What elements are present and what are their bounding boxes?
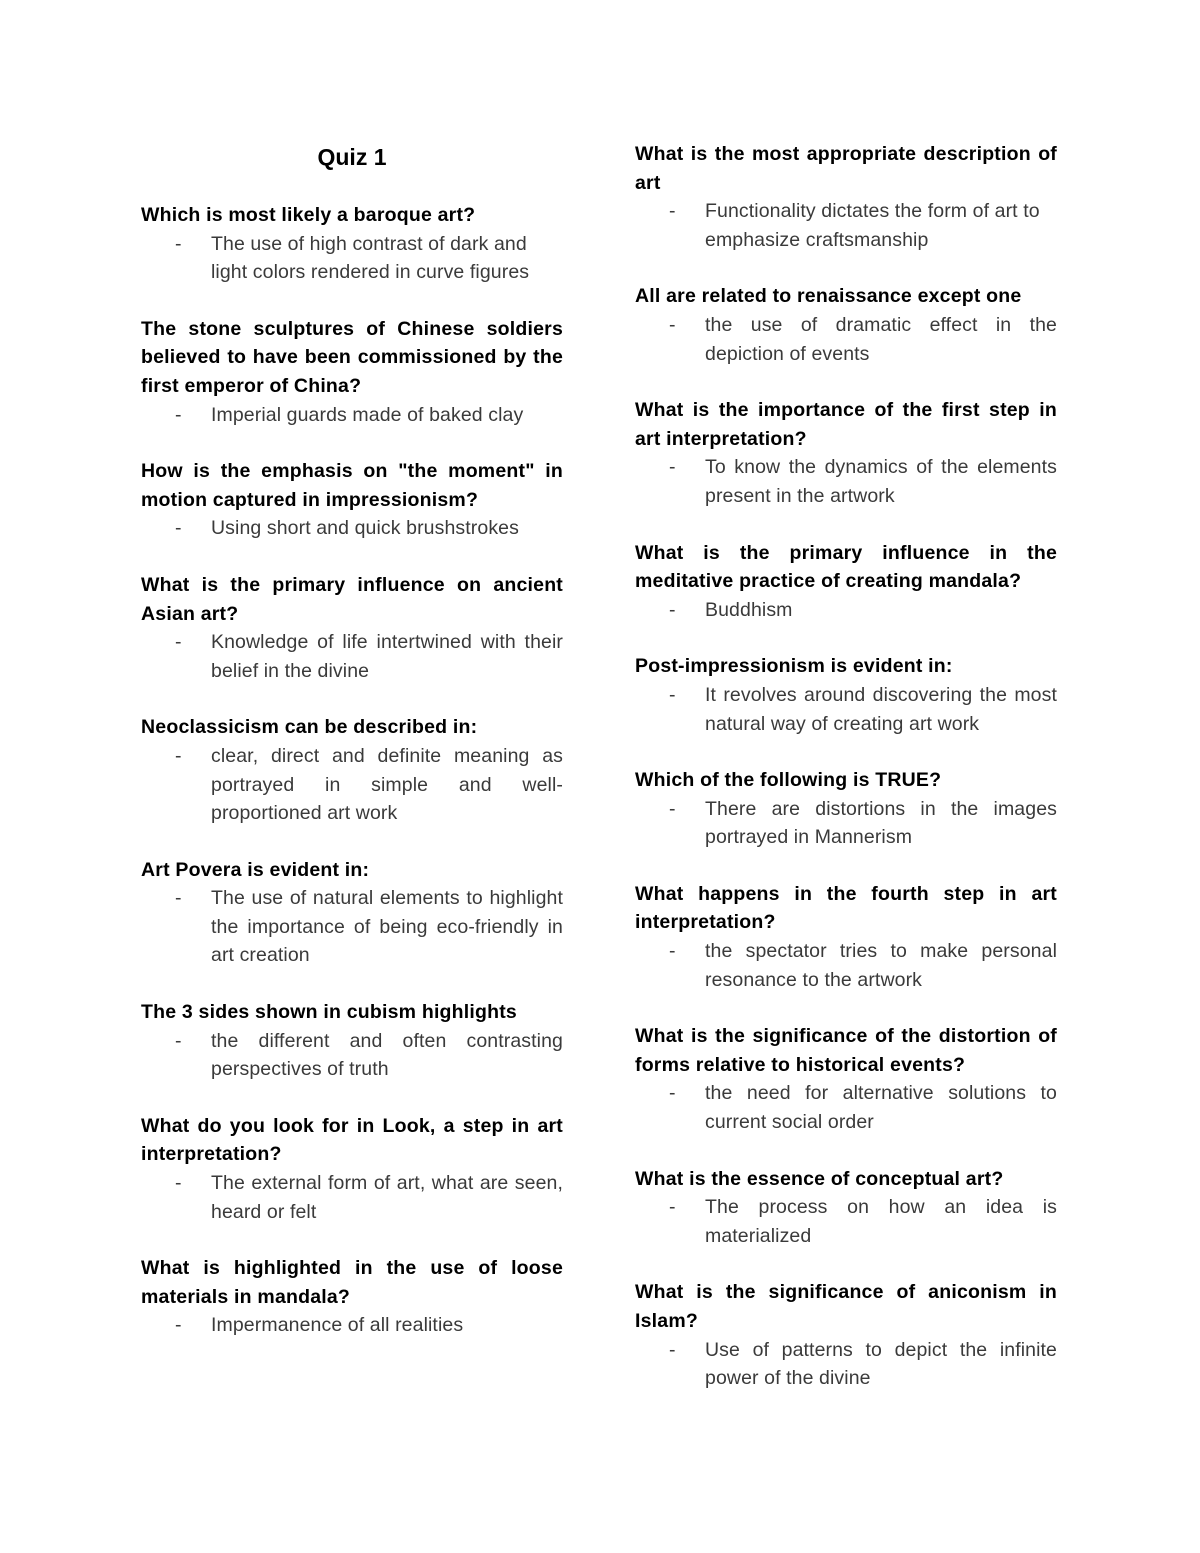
bullet-dash: -	[669, 940, 676, 963]
bullet-dash: -	[669, 1082, 676, 1105]
answer-label: the need for alternative solutions to current social order	[705, 1082, 1057, 1134]
answer-label: Use of patterns to depict the infinite power of the divine	[705, 1338, 1057, 1390]
question-text: What is the significance of aniconism in Islam?	[635, 1281, 1057, 1332]
answer-text	[635, 311, 1057, 368]
answer-text	[141, 628, 563, 685]
question-text: What happens in the fourth step in art interpretation?	[635, 882, 1057, 934]
question-text: What is the importance of the first step in art interpretation?	[635, 399, 1057, 450]
answer-label: It revolves around discovering the most natural way of creating art work	[705, 683, 1057, 735]
question-text: What is the primary influence in the meditative practice of creating mandala?	[635, 541, 1057, 593]
question-text: How is the emphasis on "the moment" in motion captured in impressionism?	[141, 460, 563, 511]
answer-label: clear, direct and definite meaning as portrayed in simple and well-proportioned art work	[211, 744, 563, 825]
question-text: What is the primary influence on ancient Asian art?	[141, 573, 563, 625]
answer-label: Imperial guards made of baked clay	[211, 403, 524, 426]
answer-label: To know the dynamics of the elements present in the artwork	[705, 456, 1057, 507]
qa-item	[141, 201, 563, 287]
qa-item	[635, 880, 1057, 994]
bullet-dash: -	[175, 887, 182, 910]
answer-text	[141, 884, 563, 970]
qa-item	[141, 1254, 563, 1340]
question-text: The stone sculptures of Chinese soldiers believed to have been commissioned by the first emperor of China?	[141, 317, 563, 397]
question-text: Post-impressionism is evident in:	[635, 655, 953, 678]
right-column	[635, 140, 1057, 1421]
question-text: What is the most appropriate description of art	[635, 143, 1057, 194]
qa-item	[141, 571, 563, 685]
answer-text	[635, 937, 1057, 994]
qa-item	[635, 766, 1057, 852]
question-text: What is the essence of conceptual art?	[635, 1167, 1004, 1190]
qa-item	[635, 396, 1057, 510]
answer-text	[635, 596, 1057, 625]
left-column	[141, 140, 563, 1368]
question-text: What do you look for in Look, a step in art interpretation?	[141, 1114, 563, 1166]
page-title: Quiz 1	[317, 144, 387, 170]
qa-item	[635, 1165, 1057, 1251]
answer-label: The use of natural elements to highlight the importance of being eco-friendly in art creation	[211, 887, 563, 967]
bullet-dash: -	[175, 1314, 182, 1337]
bullet-dash: -	[175, 1029, 182, 1052]
answer-text	[635, 795, 1057, 852]
qa-item	[141, 998, 563, 1084]
question-text: All are related to renaissance except one	[635, 285, 1022, 308]
bullet-dash: -	[175, 403, 182, 426]
answer-text	[141, 1027, 563, 1084]
question-text: Which is most likely a baroque art?	[141, 204, 476, 226]
answer-label: Using short and quick brushstrokes	[211, 517, 519, 540]
qa-item	[141, 1112, 563, 1226]
qa-item	[141, 315, 563, 429]
answer-text	[635, 1079, 1057, 1136]
answer-text	[141, 514, 563, 543]
qa-item	[635, 1278, 1057, 1392]
bullet-dash: -	[669, 598, 676, 621]
bullet-dash: -	[175, 517, 182, 540]
question-text: Which of the following is TRUE?	[635, 769, 942, 792]
answer-label: Impermanence of all realities	[211, 1314, 464, 1337]
answer-label: The external form of art, what are seen, heard or felt	[211, 1172, 563, 1223]
answer-text	[141, 1311, 563, 1340]
qa-item	[635, 140, 1057, 254]
bullet-dash: -	[669, 683, 676, 706]
answer-label: the different and often contrasting perspectives of truth	[211, 1029, 563, 1081]
question-text: Neoclassicism can be described in:	[141, 716, 478, 739]
answer-label: The use of high contrast of dark and light colors rendered in curve figures	[211, 232, 530, 284]
bullet-dash: -	[175, 631, 182, 654]
question-text: Art Povera is evident in:	[141, 858, 370, 881]
bullet-dash: -	[175, 744, 182, 767]
bullet-dash: -	[669, 456, 676, 479]
answer-text	[141, 401, 563, 430]
question-text: The 3 sides shown in cubism highlights	[141, 1001, 517, 1024]
answer-text	[141, 1169, 563, 1226]
answer-label: There are distortions in the images portrayed in Mannerism	[705, 797, 1057, 849]
qa-item	[141, 713, 563, 827]
answer-label: the use of dramatic effect in the depiction of events	[705, 313, 1057, 365]
bullet-dash: -	[669, 797, 676, 820]
answer-text	[141, 742, 563, 828]
bullet-dash: -	[669, 313, 676, 336]
answer-text	[635, 1336, 1057, 1393]
answer-text	[635, 681, 1057, 738]
qa-item	[635, 1022, 1057, 1136]
answer-text	[635, 453, 1057, 510]
bullet-dash: -	[175, 1172, 182, 1195]
qa-item	[141, 856, 563, 970]
qa-item	[635, 282, 1057, 368]
qa-item	[141, 457, 563, 543]
answer-text	[141, 230, 563, 287]
answer-label: the spectator tries to make personal resonance to the artwork	[705, 940, 1057, 991]
qa-item	[635, 652, 1057, 738]
bullet-dash: -	[175, 232, 182, 255]
qa-item	[635, 539, 1057, 625]
answer-text	[635, 1193, 1057, 1250]
question-text: What is highlighted in the use of loose materials in mandala?	[141, 1257, 563, 1308]
answer-text	[635, 197, 1057, 254]
answer-label: Knowledge of life intertwined with their belief in the divine	[211, 631, 563, 682]
bullet-dash: -	[669, 1338, 676, 1361]
answer-label: The process on how an idea is materialized	[705, 1196, 1057, 1247]
answer-label: Functionality dictates the form of art to emphasize craftsmanship	[705, 200, 1040, 251]
question-text: What is the significance of the distortion of forms relative to historical events?	[635, 1025, 1057, 1076]
bullet-dash: -	[669, 1196, 676, 1219]
bullet-dash: -	[669, 200, 676, 223]
answer-label: Buddhism	[705, 598, 793, 621]
